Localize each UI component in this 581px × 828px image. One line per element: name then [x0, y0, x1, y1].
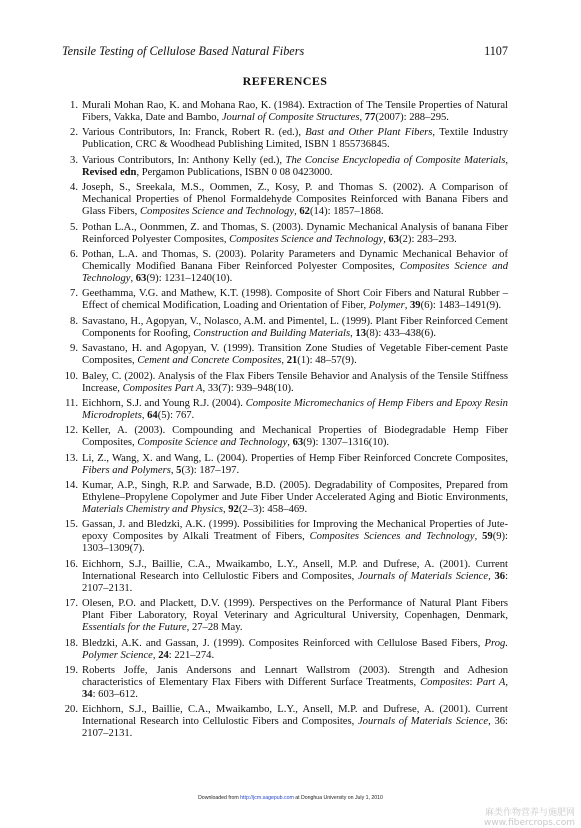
page-number: 1107	[484, 44, 508, 58]
reference-segment: ,	[294, 206, 300, 218]
reference-number: 3.	[70, 154, 78, 166]
reference-source: Essentials for the Future	[82, 622, 187, 634]
reference-volume: Revised edn	[82, 166, 137, 178]
reference-text	[82, 453, 508, 477]
reference-segment: (8): 433–438(6).	[365, 327, 437, 339]
reference-volume: 92	[228, 504, 239, 516]
reference-item	[62, 519, 508, 555]
reference-number: 6.	[70, 248, 78, 260]
reference-text	[82, 665, 508, 701]
reference-segment: : 221–274.	[168, 649, 215, 661]
download-footer	[0, 795, 581, 801]
footer-suffix: at Donghua University on July 1, 2010	[293, 795, 383, 801]
watermark-line-1: 麻类作物营养与施肥网	[484, 808, 575, 818]
reference-segment: , Pergamon Publications, ISBN 0 08 0423000.	[136, 166, 333, 178]
reference-segment: ,	[488, 570, 495, 582]
reference-text	[82, 704, 508, 740]
reference-number: 15.	[64, 519, 78, 531]
reference-number: 14.	[64, 480, 78, 492]
reference-segment: Pothan L.A., Oonmmen, Z. and Thomas, S. (2003). Dynamic Mechanical Analysis of banana Fiber Reinforced Polyester Composites,	[82, 221, 508, 245]
reference-segment: : 2107–2131.	[82, 570, 509, 594]
reference-text	[82, 155, 508, 179]
reference-item	[62, 453, 508, 477]
reference-source: Part A	[476, 677, 506, 689]
reference-text	[82, 249, 508, 285]
reference-source: Fibers and Polymers	[82, 464, 171, 476]
footer-link[interactable]: http://jcm.sagepub.com	[240, 795, 294, 801]
reference-segment: :	[469, 677, 477, 689]
reference-segment: ,	[359, 112, 365, 123]
reference-text	[82, 127, 508, 151]
reference-segment: Olesen, P.O. and Plackett, D.V. (1999). Perspectives on the Performance of Natural Plant Fibers Plant Fiber Laboratory, Royal Veterinary and Agricultural University, Copenhagen, Denmark,	[82, 598, 508, 622]
reference-source: Construction and Building Materials	[193, 327, 351, 339]
reference-source: Journals of Materials Science	[357, 570, 489, 582]
reference-item	[62, 288, 508, 312]
reference-item	[62, 316, 508, 340]
reference-source: Composites Science and Technology	[82, 260, 508, 284]
reference-volume: 39	[409, 300, 421, 312]
reference-number: 9.	[70, 343, 78, 355]
reference-number: 7.	[70, 288, 78, 300]
reference-segment: ,	[141, 409, 148, 421]
reference-segment: ,	[404, 300, 410, 312]
reference-item	[62, 704, 508, 740]
reference-volume: 62	[299, 206, 310, 218]
reference-text	[82, 480, 508, 516]
references-heading: REFERENCES	[242, 74, 328, 88]
reference-segment: Kumar, A.P., Singh, R.P. and Sarwade, B.D. (2005). Degradability of Composites, Prepared from Ethylene–Propylene Copolymer and Jute Fiber Under Accelerated Aging and Biotic Environments,	[82, 480, 508, 504]
reference-text	[82, 316, 508, 340]
reference-item	[62, 127, 508, 151]
reference-item	[62, 398, 508, 422]
reference-segment: (3): 187–197.	[181, 464, 240, 476]
reference-segment: (5): 767.	[157, 409, 195, 421]
reference-segment: , 36: 2107–2131.	[82, 716, 509, 740]
reference-segment: ,	[474, 531, 483, 543]
reference-source: Composites Sciences and Technology	[309, 531, 475, 543]
reference-segment: ,	[505, 154, 508, 166]
reference-number: 19.	[64, 665, 78, 677]
reference-number: 18.	[64, 637, 78, 649]
reference-number: 20.	[64, 704, 78, 716]
reference-volume: 21	[286, 355, 298, 367]
reference-item	[62, 343, 508, 367]
reference-source: Composites Science and Technology	[229, 233, 384, 245]
reference-text	[82, 559, 508, 595]
reference-segment: Various Contributors, In: Franck, Robert R. (ed.),	[82, 127, 306, 139]
reference-text	[82, 222, 508, 246]
reference-segment: Geethamma, V.G. and Mathew, K.T. (1998). Composite of Short Coir Fibers and Natural Rubber – Effect of chemical Modification, Loading and Orientation of Fiber,	[82, 288, 508, 312]
reference-item	[62, 249, 508, 285]
reference-segment: Pothan, L.A. and Thomas, S. (2003). Polarity Parameters and Dynamic Mechanical Behavior of Chemically Modified Banana Fiber Reinforced Polyester Composites,	[82, 248, 508, 272]
running-header	[62, 44, 508, 59]
reference-volume: 13	[355, 327, 366, 339]
reference-source: Composite Micromechanics of Hemp Fibers and Epoxy Resin Microdroplets	[82, 397, 508, 421]
reference-segment: Savastano, H., Agopyan, V., Nolasco, A.M. and Pimentel, L. (1999). Plant Fiber Reinforced Cement Components for Roofing,	[82, 315, 508, 339]
reference-item	[62, 480, 508, 516]
reference-item	[62, 638, 508, 662]
reference-segment: Keller, A. (2003). Compounding and Mechanical Properties of Biodegradable Hemp Fiber Composites,	[82, 425, 508, 449]
reference-number: 17.	[64, 598, 78, 610]
reference-number: 10.	[64, 370, 78, 382]
reference-segment: ,	[152, 649, 159, 661]
reference-segment: Gassan, J. and Bledzki, A.K. (1999). Possibilities for Improving the Mechanical Properties of Jute-epoxy Composites by Alkali Treatment of Fibers,	[82, 519, 508, 543]
reference-text	[82, 638, 508, 662]
reference-segment: Savastano, H. and Agopyan, V. (1999). Transition Zone Studies of Vegetable Fiber-cement Paste Composites,	[82, 343, 508, 367]
reference-text	[82, 100, 508, 124]
reference-number: 8.	[70, 315, 78, 327]
reference-segment: (2–3): 458–469.	[238, 504, 308, 516]
reference-segment: , 33(7): 939–948(10).	[202, 382, 294, 394]
reference-segment: (14): 1857–1868.	[309, 206, 384, 218]
reference-source: Prog. Polymer Science	[82, 637, 508, 661]
reference-segment: ,	[222, 504, 229, 516]
reference-segment: Roberts Joffe, Janis Andersons and Lennart Wallstrom (2003). Strength and Adhesion characteristics of Elementary Flax Fibers with Different Surface Treatments,	[82, 665, 508, 689]
reference-item	[62, 222, 508, 246]
reference-segment: Li, Z., Wang, X. and Wang, L. (2004). Properties of Hemp Fiber Reinforced Concrete Composites,	[82, 452, 508, 464]
reference-volume: 24	[158, 649, 169, 661]
reference-source: Composites	[420, 677, 470, 689]
reference-segment: Bledzki, A.K. and Gassan, J. (1999). Composites Reinforced with Cellulose Based Fibers,	[82, 637, 485, 649]
reference-segment: Baley, C. (2002). Analysis of the Flax Fibers Tensile Behavior and Analysis of the Tensile Stiffness Increase,	[82, 370, 508, 394]
reference-segment: (2): 283–293.	[399, 233, 457, 245]
reference-item	[62, 155, 508, 179]
reference-source: Materials Chemistry and Physics	[82, 504, 223, 516]
reference-volume: 36	[494, 570, 506, 582]
reference-segment: Murali Mohan Rao, K. and Mohana Rao, K. (1984). Extraction of The Tensile Properties of Natural Fibers, Vakka, Date and Bambo,	[82, 100, 508, 123]
reference-segment: Eichhorn, S.J., Baillie, C.A., Mwaikambo, L.Y., Ansell, M.P. and Dufrese, A. (2001). Current International Research into Cellulostic Fibers and Composites,	[82, 704, 508, 728]
footer-prefix: Downloaded from	[198, 795, 241, 801]
reference-segment: ,	[281, 355, 287, 367]
reference-number: 4.	[70, 182, 78, 194]
reference-item	[62, 182, 508, 218]
reference-volume: 34	[82, 689, 93, 701]
reference-segment: Joseph, S., Sreekala, M.S., Oommen, Z., Kosy, P. and Thomas S. (2002). A Comparison of Mechanical Properties of Phenol Formaldehyde Composites Reinforced with Banana Fibers and Glass Fibers,	[82, 182, 508, 218]
reference-list	[62, 100, 508, 744]
reference-item	[62, 598, 508, 634]
reference-source: Composites Science and Technology	[139, 206, 295, 218]
reference-text	[82, 343, 508, 367]
reference-number: 12.	[64, 425, 78, 437]
reference-source: Cement and Concrete Composites	[137, 355, 282, 367]
reference-segment: (9): 1303–1309(7).	[82, 531, 508, 555]
reference-number: 2.	[70, 127, 78, 139]
reference-segment: (9): 1307–1316(10).	[303, 437, 390, 449]
reference-item	[62, 425, 508, 449]
reference-item	[62, 559, 508, 595]
reference-segment: ,	[170, 464, 177, 476]
reference-text	[82, 288, 508, 312]
watermark-line-2: www.fibercrops.com	[484, 818, 575, 828]
reference-segment: , 27–28 May.	[186, 622, 243, 634]
reference-number: 13.	[64, 452, 78, 464]
reference-number: 1.	[70, 100, 78, 111]
reference-segment: (2007): 288–295.	[375, 112, 449, 123]
reference-volume: 63	[135, 272, 147, 284]
reference-volume: 5	[176, 464, 182, 476]
reference-source: Journal of Composite Structures	[221, 112, 360, 123]
reference-volume: 77	[364, 112, 376, 123]
reference-source: The Concise Encyclopedia of Composite Materials	[285, 154, 506, 166]
reference-source: Bast and Other Plant Fibers	[305, 127, 433, 139]
reference-item	[62, 665, 508, 701]
reference-segment: : 603–612.	[92, 689, 138, 701]
reference-number: 5.	[70, 221, 78, 233]
reference-source: Composite Science and Technology	[137, 437, 288, 449]
reference-volume: 64	[147, 409, 158, 421]
reference-segment: ,	[505, 677, 508, 689]
reference-item	[62, 371, 508, 395]
running-title: Tensile Testing of Cellulose Based Natural Fibers	[62, 44, 305, 58]
site-watermark	[484, 808, 575, 828]
reference-segment: Eichhorn, S.J. and Young R.J. (2004).	[82, 397, 246, 409]
reference-segment: (6): 1483–1491(9).	[420, 300, 502, 312]
reference-text	[82, 398, 508, 422]
reference-volume: 59	[482, 531, 493, 543]
reference-item	[62, 100, 508, 124]
reference-segment: ,	[383, 233, 389, 245]
reference-text	[82, 425, 508, 449]
reference-segment: ,	[350, 327, 356, 339]
reference-source: Journals of Materials Science	[357, 716, 489, 728]
reference-segment: , Textile Industry Publication, CRC & Woodhead Publishing Limited, ISBN 1 855736845.	[82, 127, 509, 151]
reference-source: Composites Part A	[122, 382, 203, 394]
reference-text	[82, 182, 508, 218]
reference-segment: (9): 1231–1240(10).	[146, 272, 233, 284]
reference-segment: ,	[287, 437, 293, 449]
reference-source: Polymer	[368, 300, 405, 312]
reference-volume: 63	[388, 233, 400, 245]
reference-number: 16.	[64, 558, 78, 570]
reference-segment: (1): 48–57(9).	[297, 355, 357, 367]
reference-segment: ,	[130, 272, 136, 284]
reference-segment: Eichhorn, S.J., Baillie, C.A., Mwaikambo, L.Y., Ansell, M.P. and Dufrese, A. (2001). Current International Research into Cellulostic Fibers and Composites,	[82, 558, 508, 582]
reference-text	[82, 519, 508, 555]
reference-volume: 63	[292, 437, 304, 449]
reference-text	[82, 371, 508, 395]
reference-text	[82, 598, 508, 634]
reference-number: 11.	[65, 397, 78, 409]
reference-segment: Various Contributors, In: Anthony Kelly (ed.),	[82, 154, 286, 166]
